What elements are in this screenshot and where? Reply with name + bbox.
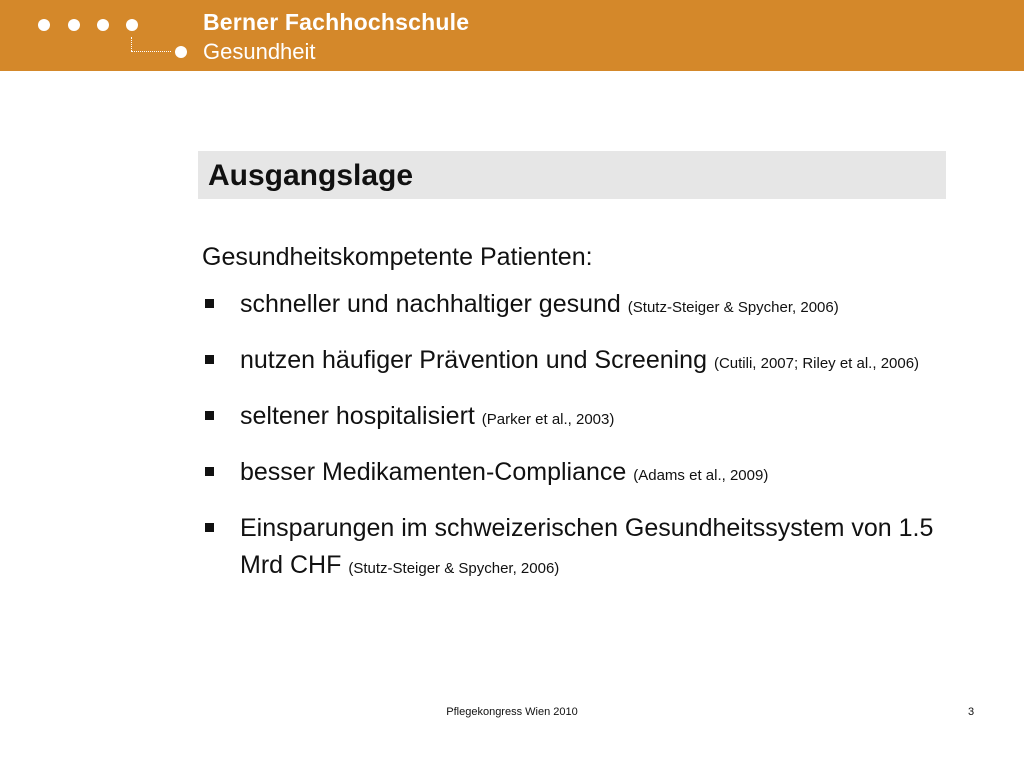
logo-dot-icon: [97, 19, 109, 31]
brand-name: Berner Fachhochschule: [203, 9, 470, 35]
bullet-text: schneller und nachhaltiger gesund: [240, 290, 621, 318]
square-bullet-icon: [205, 411, 214, 420]
bullet-citation: (Cutili, 2007; Riley et al., 2006): [713, 355, 920, 372]
footer-event: Pflegekongress Wien 2010: [446, 706, 578, 718]
slide-title-bar: [198, 151, 946, 199]
list-item: [202, 398, 942, 438]
list-item: [202, 510, 942, 587]
bullet-text: besser Medikamenten-Compliance: [240, 458, 627, 486]
logo-connector-icon: [131, 51, 171, 52]
logo-dot-icon: [68, 19, 80, 31]
bullet-text: nutzen häufiger Prävention und Screening: [240, 346, 707, 374]
square-bullet-icon: [205, 299, 214, 308]
list-item: [202, 454, 942, 494]
logo-dot-icon: [126, 19, 138, 31]
bullet-citation: (Stutz-Steiger & Spycher, 2006): [627, 299, 839, 316]
list-item: [202, 342, 942, 382]
slide-title: Ausgangslage: [208, 159, 414, 192]
bullet-text: seltener hospitalisiert: [240, 402, 475, 430]
bullet-text: Einsparungen im schweizerischen Gesundheitssystem von 1.5 Mrd CHF: [240, 514, 934, 579]
square-bullet-icon: [205, 355, 214, 364]
slide-content: [202, 240, 942, 603]
brand-department: Gesundheit: [203, 39, 316, 64]
square-bullet-icon: [205, 467, 214, 476]
list-item: [202, 286, 942, 326]
bullet-citation: (Stutz-Steiger & Spycher, 2006): [348, 560, 560, 577]
logo-dot-icon: [175, 46, 187, 58]
logo-dot-icon: [38, 19, 50, 31]
bullet-list: [202, 286, 942, 587]
square-bullet-icon: [205, 523, 214, 532]
intro-text: Gesundheitskompetente Patienten:: [202, 243, 593, 271]
logo-connector-icon: [131, 37, 132, 51]
bullet-citation: (Parker et al., 2003): [481, 411, 615, 428]
header-bar: [0, 0, 1024, 71]
page-number: 3: [968, 706, 975, 718]
bullet-citation: (Adams et al., 2009): [633, 467, 769, 484]
